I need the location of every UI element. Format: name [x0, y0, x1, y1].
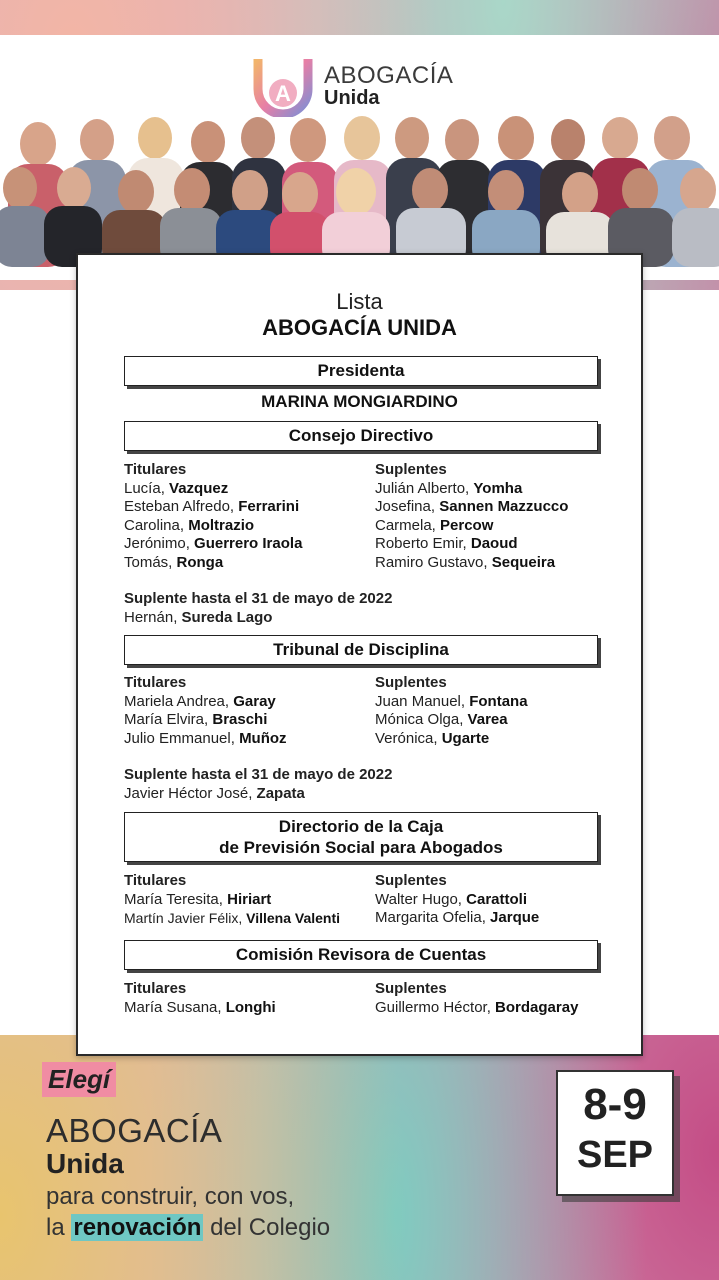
tribunal-titulares-label: Titulares — [124, 674, 187, 691]
list-item: Mariela Andrea, Garay — [124, 692, 276, 710]
consejo-suplentes-label: Suplentes — [375, 461, 447, 478]
list-item: María Susana, Longhi — [124, 998, 276, 1016]
renovacion-highlight: renovación — [73, 1214, 202, 1241]
tribunal-note-label: Suplente hasta el 31 de mayo de 2022 — [124, 766, 393, 783]
list-item: Guillermo Héctor, Bordagaray — [375, 998, 579, 1016]
tribunal-box — [124, 635, 598, 665]
caja-suplentes — [375, 872, 539, 928]
consejo-titulares — [124, 461, 302, 572]
comision-suplentes-label: Suplentes — [375, 980, 447, 997]
consejo-titulares-label: Titulares — [124, 461, 187, 478]
card-title-line1: Lista — [336, 289, 383, 314]
list-item: Margarita Ofelia, Jarque — [375, 909, 540, 926]
consejo-suplentes — [375, 461, 568, 572]
caja-title-line1: Directorio de la Caja — [278, 817, 444, 836]
candidate-list-card — [76, 253, 643, 1056]
comision-box — [124, 940, 598, 970]
election-days: 8-9 — [583, 1080, 647, 1129]
list-item: Juan Manuel, Fontana — [375, 692, 528, 710]
card-title-line2: ABOGACÍA UNIDA — [262, 315, 457, 340]
elegi-tag: Elegí — [42, 1062, 116, 1097]
list-item: Ramiro Gustavo, Sequeira — [375, 553, 556, 571]
caja-title-line2: de Previsión Social para Abogados — [219, 838, 503, 857]
list-item: Julián Alberto, Yomha — [375, 479, 523, 497]
consejo-note-label: Suplente hasta el 31 de mayo de 2022 — [124, 590, 393, 607]
election-date-box — [556, 1070, 674, 1196]
presidenta-label: Presidenta — [317, 361, 405, 380]
footer-slogan-line2: la renovación del Colegio — [46, 1214, 331, 1241]
presidenta-box — [124, 356, 598, 386]
list-item: Mónica Olga, Varea — [375, 711, 508, 728]
consejo-note — [124, 590, 392, 627]
tribunal-note — [124, 766, 392, 803]
list-item: Verónica, Ugarte — [375, 729, 490, 747]
list-item: Roberto Emir, Daoud — [375, 535, 518, 552]
tribunal-title: Tribunal de Disciplina — [273, 640, 449, 659]
comision-suplentes — [375, 980, 578, 1017]
list-item: Hernán, Sureda Lago — [124, 608, 273, 626]
caja-box — [124, 812, 598, 862]
footer-brand-line1: ABOGACÍA — [46, 1112, 223, 1149]
list-item: Julio Emmanuel, Muñoz — [124, 729, 287, 747]
tribunal-suplentes — [375, 674, 528, 748]
presidenta-name: MARINA MONGIARDINO — [261, 392, 458, 411]
comision-titulares — [124, 980, 276, 1017]
list-item: Martín Javier Félix, Villena Valenti — [124, 910, 341, 926]
caja-titulares — [124, 872, 340, 928]
consejo-directivo-box — [124, 421, 598, 451]
comision-title: Comisión Revisora de Cuentas — [235, 945, 487, 964]
list-item: Jerónimo, Guerrero Iraola — [124, 535, 303, 552]
list-item: Walter Hugo, Carattoli — [375, 890, 527, 908]
list-item: Javier Héctor José, Zapata — [124, 784, 305, 802]
brand-name-line2: Unida — [324, 87, 380, 110]
list-item: Carmela, Percow — [375, 516, 494, 534]
comision-titulares-label: Titulares — [124, 980, 187, 997]
election-month: SEP — [576, 1134, 654, 1176]
list-item: María Teresita, Hiriart — [124, 890, 272, 908]
footer-brand-line2: Unida — [46, 1148, 124, 1179]
footer-slogan-line1: para construir, con vos, — [46, 1183, 295, 1210]
logo-letter: A — [275, 81, 291, 106]
list-item: Esteban Alfredo, Ferrarini — [124, 498, 300, 515]
list-item: Lucía, Vazquez — [124, 479, 229, 497]
caja-suplentes-label: Suplentes — [375, 872, 447, 889]
list-item: Tomás, Ronga — [124, 553, 224, 571]
list-item: Josefina, Sannen Mazzucco — [375, 498, 569, 515]
list-item: Carolina, Moltrazio — [124, 516, 255, 534]
list-item: María Elvira, Braschi — [124, 711, 268, 728]
consejo-directivo-title: Consejo Directivo — [288, 426, 434, 445]
brand-name-line1: ABOGACÍA — [324, 61, 454, 89]
caja-titulares-label: Titulares — [124, 872, 187, 889]
tribunal-titulares — [124, 674, 287, 748]
tribunal-suplentes-label: Suplentes — [375, 674, 447, 691]
candidates-group-photo — [0, 102, 719, 267]
